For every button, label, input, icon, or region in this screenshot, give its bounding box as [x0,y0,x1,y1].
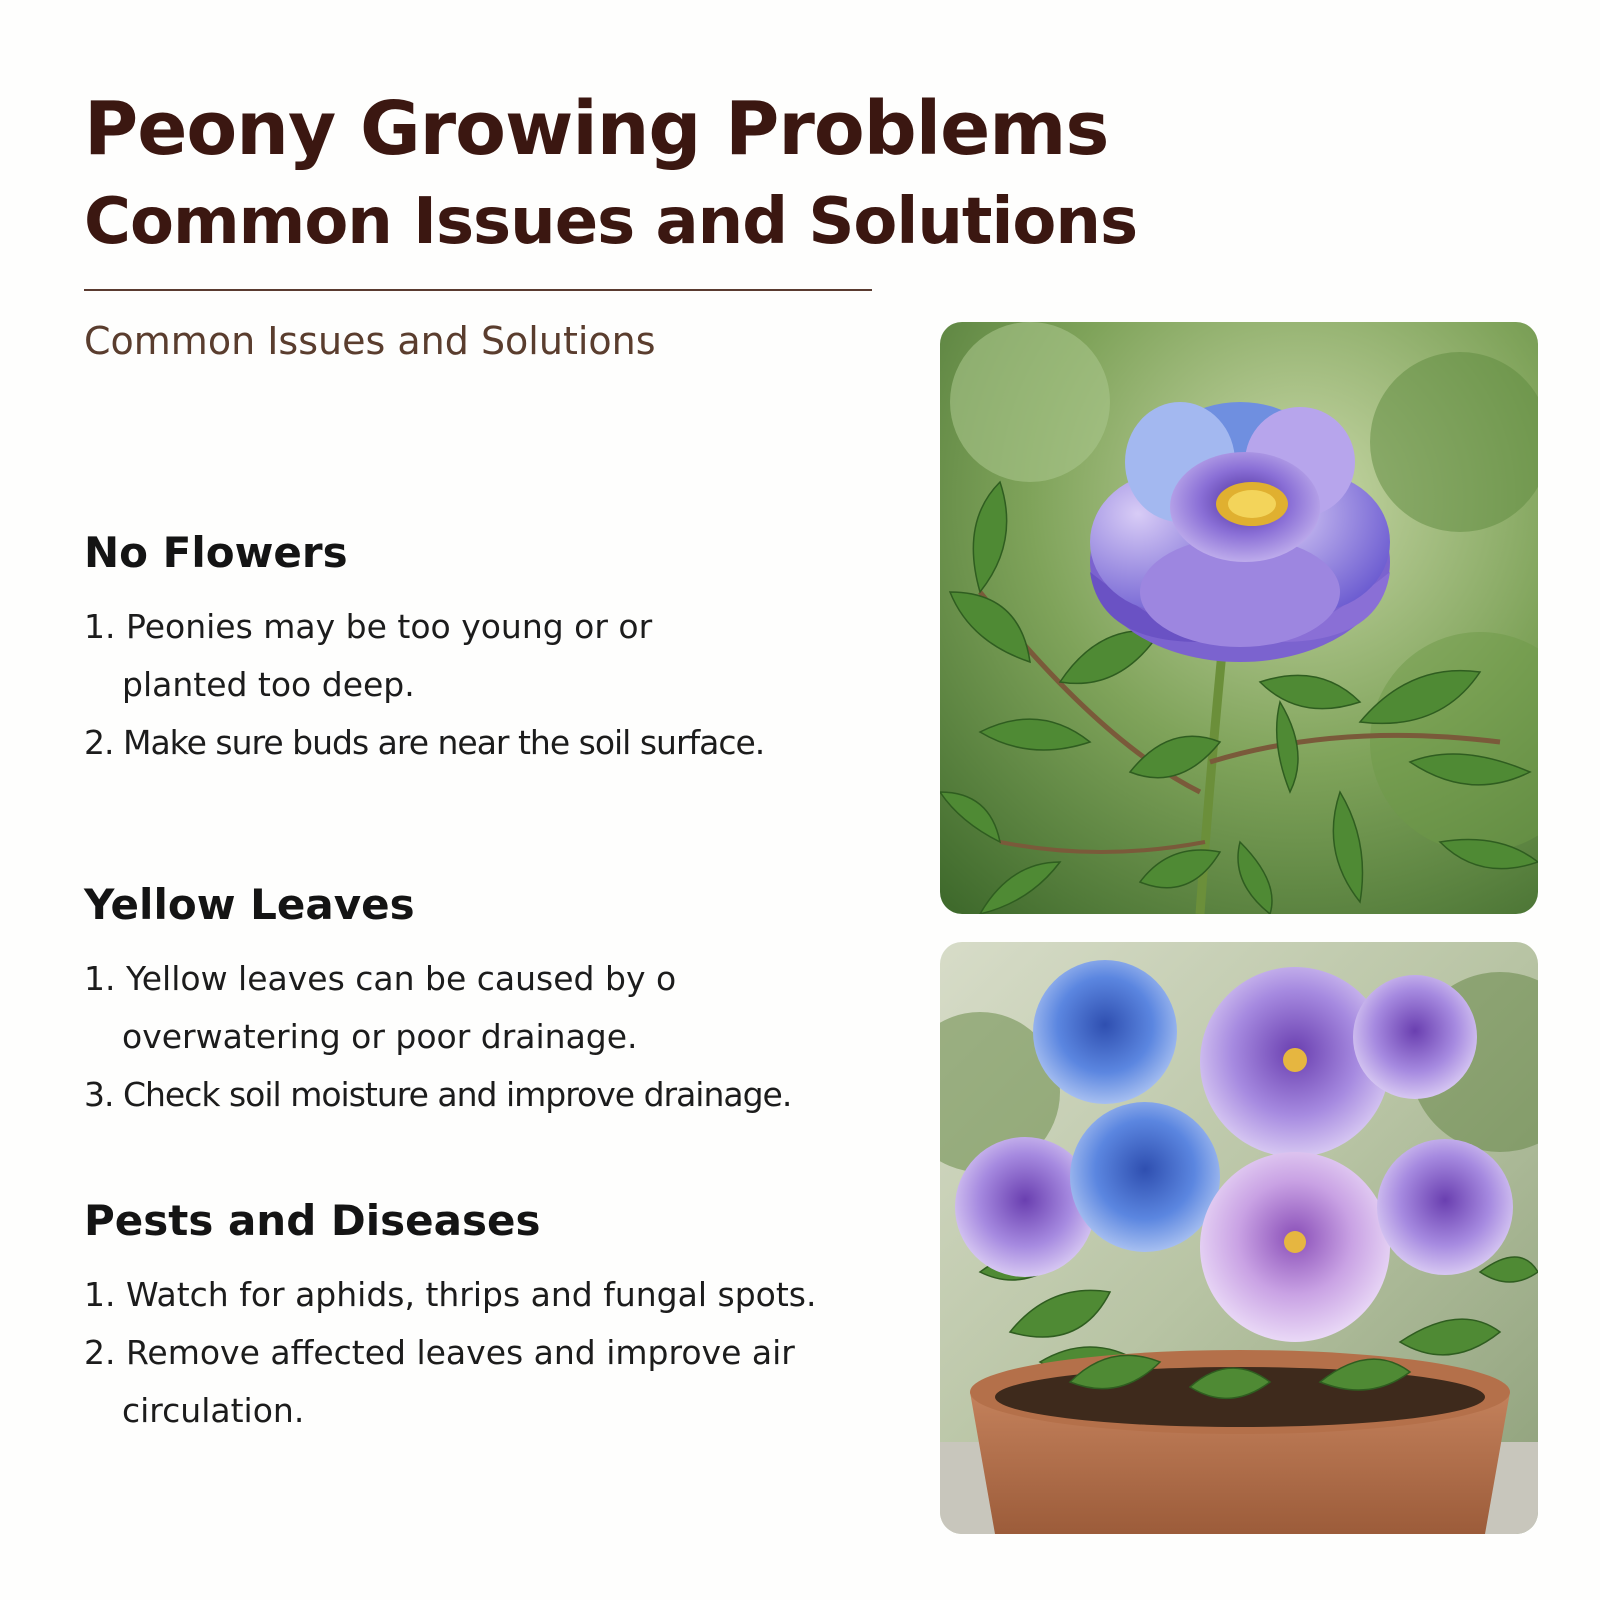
section-no-flowers [84,528,924,772]
page-subtitle: Common Issues and Solutions [84,185,1138,259]
potted-peony-illustration [940,942,1538,1534]
section-pests-diseases [84,1196,924,1440]
single-peony-illustration [940,322,1538,914]
page-title: Peony Growing Problems [84,86,1109,172]
solution-list [84,598,924,772]
solution-list [84,950,924,1124]
solution-list [84,1266,924,1440]
list-item: 1. Watch for aphids, thrips and fungal spots. [84,1275,817,1314]
list-item: 2. Make sure buds are near the soil surface. [84,723,765,762]
list-item: 1. Yellow leaves can be caused by o overwatering or poor drainage. [84,959,677,1056]
title-divider [84,289,872,291]
list-item: 1. Peonies may be too young or or planted too deep. [84,607,653,704]
section-heading: Yellow Leaves [84,880,415,929]
tagline: Common Issues and Solutions [84,319,656,363]
section-yellow-leaves [84,880,924,1124]
list-item: 3. Check soil moisture and improve drainage. [84,1075,792,1114]
section-heading: Pests and Diseases [84,1196,541,1245]
peony-photo-top [940,322,1538,914]
peony-photo-bottom [940,942,1538,1534]
section-heading: No Flowers [84,528,348,577]
list-item: 2. Remove affected leaves and improve air circulation. [84,1333,795,1430]
